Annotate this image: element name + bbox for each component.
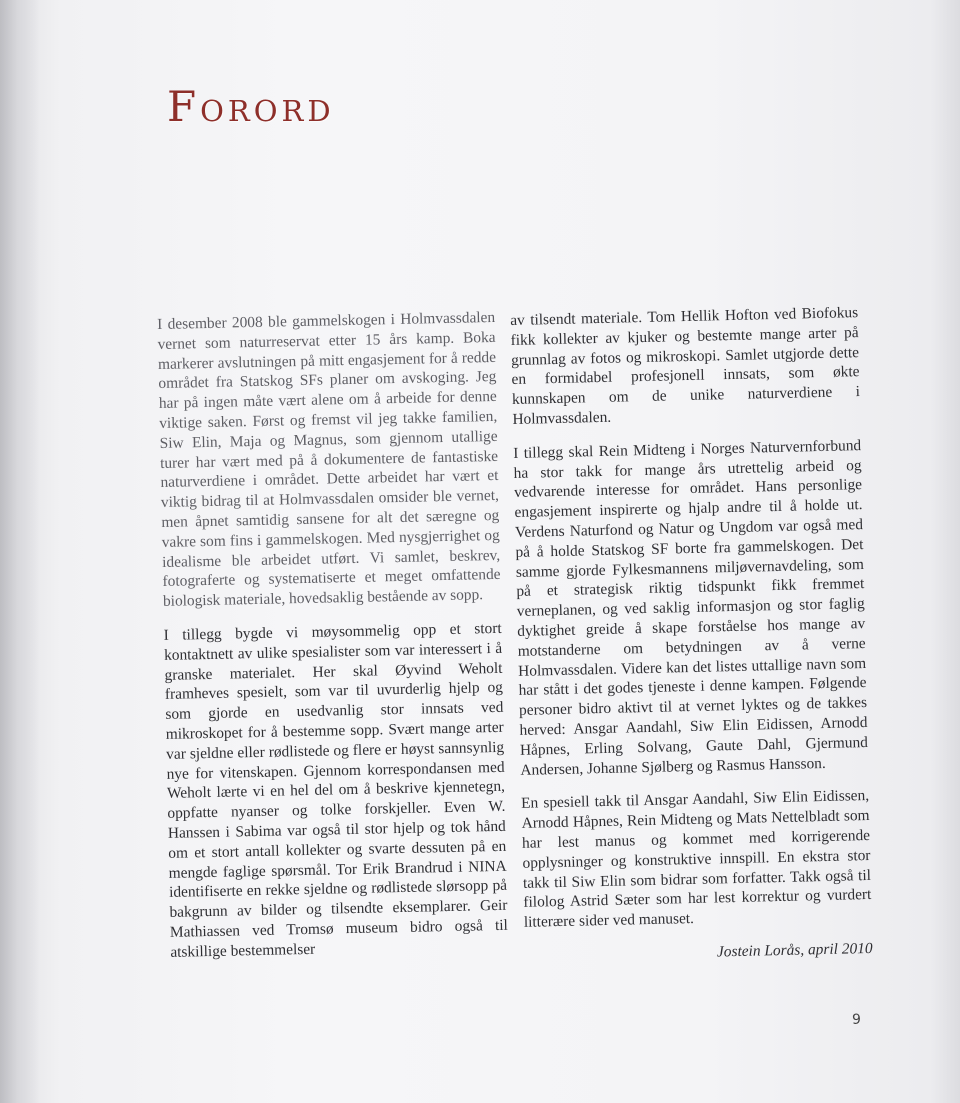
paragraph-continuation: av tilsendt materiale. Tom Hellik Hofton ved Biofokus fikk kollekter av kjuker og bestemte mange arter på grunnlag av fotos og mikroskopi. Samlet utgjorde dette en formidabel profesjonell innsats, som økte kunnskapen om de unike naturverdiene i Holmvassdalen. bbox=[510, 304, 861, 428]
paragraph-organisations: I tillegg skal Rein Midteng i Norges Naturvernforbund ha stor takk for mange års utrettelig arbeid og vedvarende interesse for området. Hans personlige engasjement inspirerte og hjalp andre til å holde ut. Verdens Naturfond og Natur og Ungdom var også med på å holde Statskog SF borte fra gammelskogen. Det samme gjorde Fylkesmannens miljøvernavdeling, som på et strategisk riktig tidspunkt fikk fremmet verneplanen, og ved saklig informasjon og stor faglig dyktighet greide å skape forståelse hos mange av motstanderne om betydningen av å verne Holmvassdalen. Videre kan det listes uttallige navn som har stått i det godes tjeneste i denne kampen. Følgende personer bidro aktivt til at vernet lyktes og de takkes herved: Ansgar Aandahl, Siw Elin Eidissen, Arnodd Håpnes, Erling Solvang, Gaute Dahl, Gjermund Andersen, Johanne Sjølberg og Rasmus Hansson. bbox=[513, 436, 869, 779]
author-signature: Jostein Lorås, april 2010 bbox=[716, 939, 873, 961]
left-text-column bbox=[157, 308, 509, 976]
paragraph-thanks: En spesiell takk til Ansgar Aandahl, Siw Elin Eidissen, Arnodd Håpnes, Rein Midteng og Mats Nettelbladt som har lest manus og kommet med korrigerende opplysninger og konstruktive innspill. En ekstra stor takk til Siw Elin som bidrar som forfatter. Takk også til filolog Astrid Sæter som har lest korrektur og vurdert litterære sider ved manuset. bbox=[520, 787, 872, 931]
page-number: 9 bbox=[852, 1012, 861, 1028]
paragraph-intro: I desember 2008 ble gammelskogen i Holmvassdalen vernet som naturreservat etter 15 års kamp. Boka markerer avslutningen på mitt engasjement for å redde området fra Statskog SFs planer om avskoging. Jeg har på ingen måte vært alene om å arbeide for denne viktige saken. Først og fremst vil jeg takke familien, Siw Elin, Maja og Magnus, som gjennom utallige turer har vært med på å dokumentere de fantastiske naturverdiene i området. Dette arbeidet har vært et viktig bidrag til at Holmvassdalen omsider ble vernet, men åpnet samtidig sansene for alt det særegne og vakre som fins i gammelskogen. Med nysgjerrighet og idealisme ble arbeidet utført. Vi samlet, beskrev, fotograferte og systematiserte et meget omfattende biologisk materiale, hovedsaklig bestående av sopp. bbox=[157, 308, 501, 611]
page-title: Forord bbox=[167, 82, 335, 131]
right-text-column bbox=[510, 303, 873, 966]
book-gutter-shadow bbox=[0, 0, 40, 1103]
paragraph-specialists: I tillegg bygde vi møysommelig opp et stort kontaktnett av ulike spesialister som var interessert i å granske materialet. Her skal Øyvind Weholt framheves spesielt, som var til uvurderlig hjelp og som gjorde en usedvanlig stor innsats ved mikroskopet for å bestemme sopp. Svært mange arter var sjeldne eller rødlistede og flere er høyst sannsynlig nye for vitenskapen. Gjennom korrespondansen med Weholt lærte vi en hel del om å beskrive kjennetegn, oppfatte nyanser og tolke forskjeller. Even W. Hanssen i Sabima var også til stor hjelp og tok hånd om et stort antall kollekter og svarte dessuten på en mengde faglige spørsmål. Tor Erik Brandrud i NINA identifiserte en rekke sjeldne og rødlistede slørsopp på bakgrunn av bilder og tilsendte eksemplarer. Geir Mathiassen ved Tromsø museum bidro også til atskillige bestemmelser bbox=[163, 619, 509, 961]
